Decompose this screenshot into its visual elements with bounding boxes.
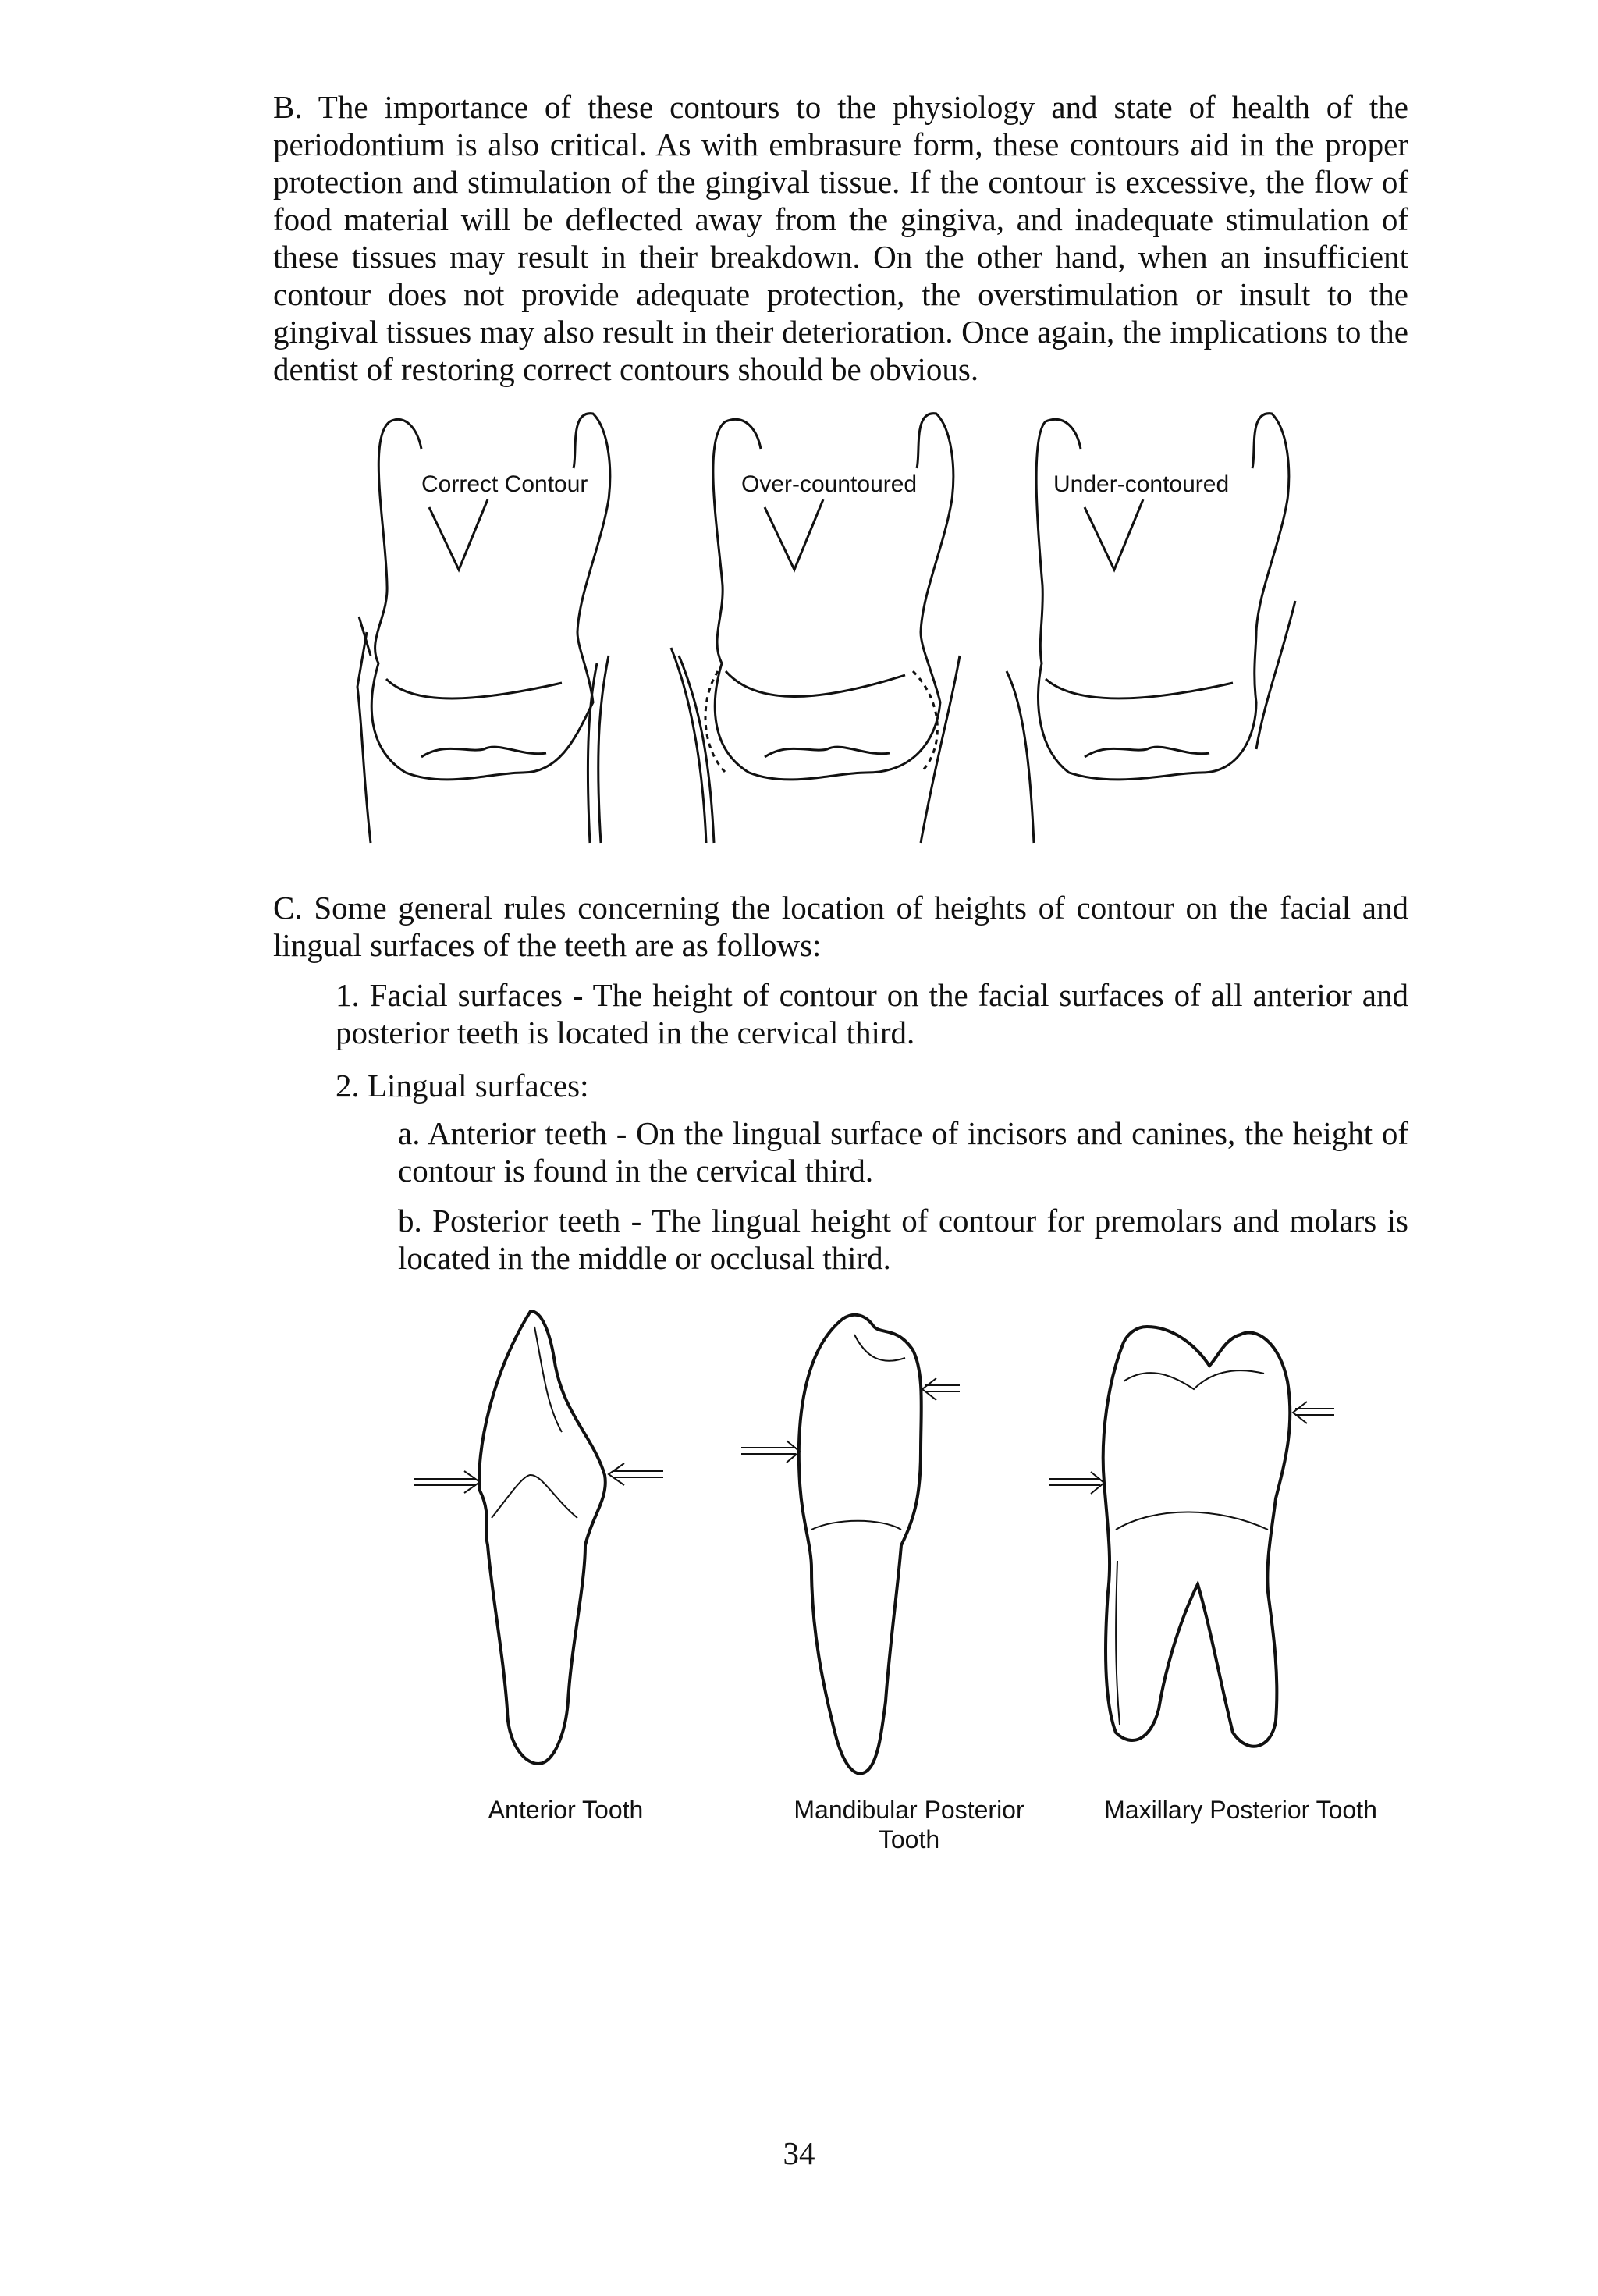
contour-label-over: Over-countoured <box>741 471 918 497</box>
mandibular-posterior-tooth-drawing <box>741 1315 960 1774</box>
contour-label-under: Under-contoured <box>1053 471 1230 497</box>
rule-posterior-teeth: b. Posterior teeth - The lingual height of contour for premolars and molars is located in the middle or occlusal third. <box>398 1203 1408 1276</box>
caption-maxillary-posterior-tooth: Maxillary Posterior Tooth <box>1104 1796 1377 1824</box>
correct-contour-tooth <box>357 414 610 843</box>
section-c-intro: C. Some general rules concerning the location of heights of contour on the facial and lingual surfaces of the teeth are as follows: <box>273 890 1408 963</box>
caption-anterior-tooth: Anterior Tooth <box>488 1796 644 1824</box>
rule-lingual-surfaces: 2. Lingual surfaces: <box>336 1068 589 1104</box>
under-contoured-tooth <box>1007 414 1295 843</box>
contour-comparison-figure <box>312 406 1342 890</box>
rule-anterior-teeth: a. Anterior teeth - On the lingual surface of incisors and canines, the height of contour is found in the cervical third. <box>398 1115 1408 1189</box>
rule-facial-surfaces: 1. Facial surfaces - The height of contour on the facial surfaces of all anterior and posterior teeth is located in the cervical third. <box>336 977 1408 1050</box>
height-of-contour-figure <box>390 1295 1404 1795</box>
contour-label-correct: Correct Contour <box>421 471 588 497</box>
over-contoured-tooth <box>671 414 960 843</box>
caption-mandibular-posterior-tooth: Mandibular Posterior Tooth <box>794 1796 1024 1854</box>
section-b-paragraph: B. The importance of these contours to the physiology and state of health of the periodontium is also critical. As with embrasure form, these contours aid in the proper protection and stimulation of the gingival tissue. If the contour is excessive, the flow of food material will be deflected away from the gingiva, and inadequate stimulation of these tissues may result in their breakdown. On the other hand, when an insufficient contour does not provide adequate protection, the overstimulation or insult to the gingival tissues may also result in their deterioration. Once again, the implications to the dentist of restoring correct contours should be obvious. <box>273 89 1408 387</box>
anterior-tooth-drawing <box>414 1311 663 1764</box>
page-number: 34 <box>783 2135 815 2171</box>
maxillary-posterior-tooth-drawing <box>1049 1327 1334 1747</box>
